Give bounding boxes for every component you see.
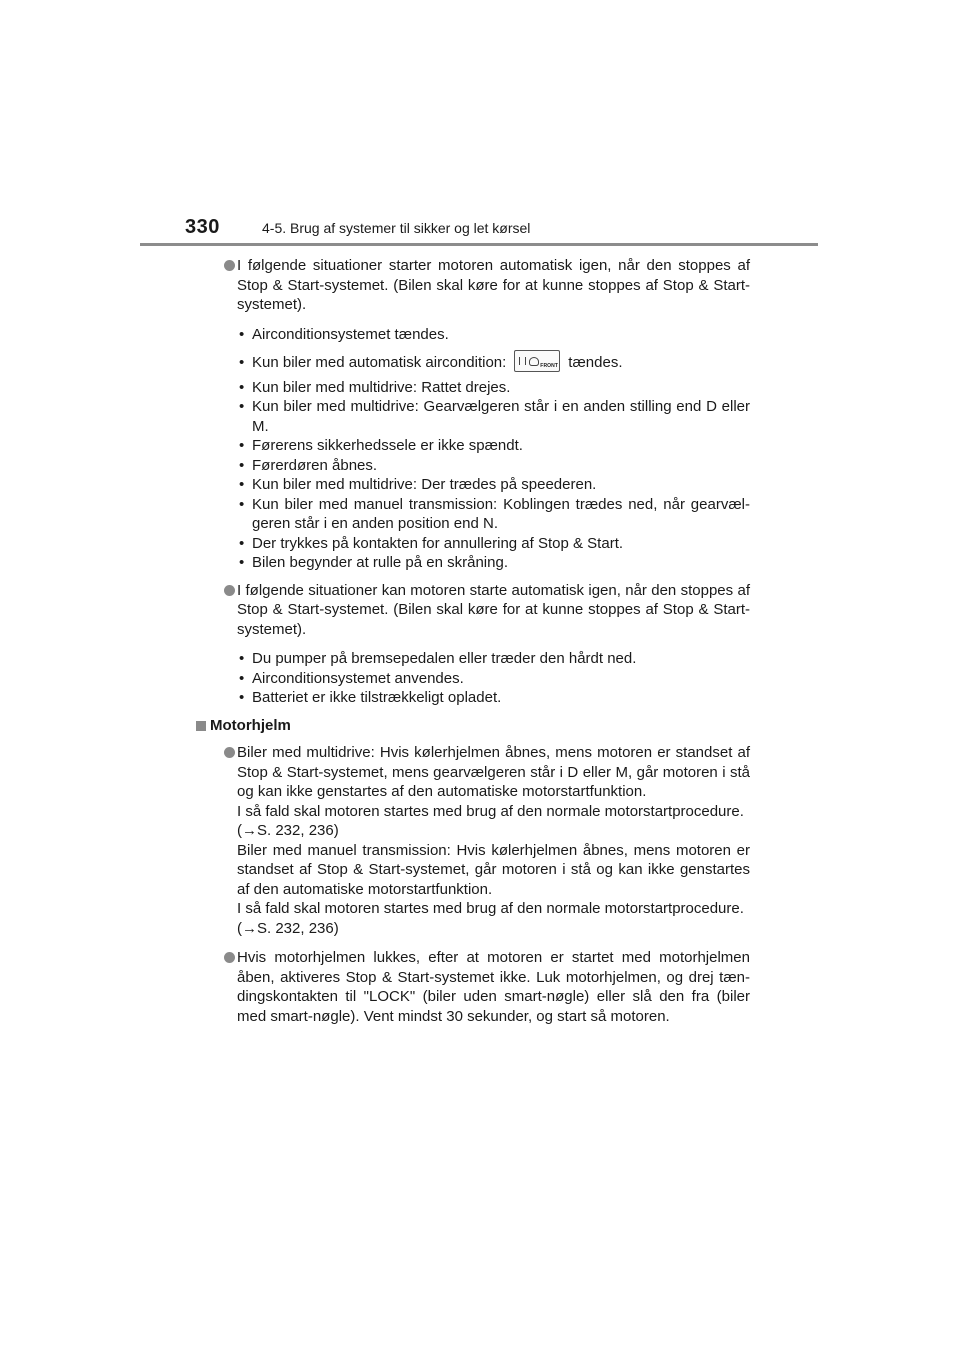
page-content [210,256,750,1036]
possible-restart-paragraph [210,581,750,640]
list-item: • Førerdøren åbnes. [239,456,378,474]
header-divider [140,243,818,246]
paragraph-text: I så fald skal motoren startes med brug af den normale motorstartprocedure. [237,900,744,917]
list-item: • Batteriet er ikke tilstrækkeligt opladet. [239,689,502,706]
possible-restart-list [210,649,750,708]
round-bullet-icon [224,747,235,758]
front-defroster-icon: FRONT [514,350,560,372]
paragraph-text: I følgende situationer starter motoren automatisk igen, når den stoppes af Stop & Start-systemet. (Bilen skal køre for at kunne stoppes af Stop & Start-systemet). [237,257,750,313]
list-item: • Du pumper på bremsepedalen eller træder den hårdt ned. [239,650,637,667]
list-item: • Airconditionsystemet anvendes. [239,669,464,687]
list-item: • Bilen begynder at rulle på en skråning. [239,554,508,571]
round-bullet-icon [224,585,235,596]
paragraph-text: Hvis motorhjelmen lukkes, efter at motoren er startet med motorhjelmen åben, aktiveres Stop & Start-systemet ikke. Luk motorhjelmen, og drej tæn-dingskontakten til "LOCK" (biler uden smart-nøgle) eller slå den fra (biler med smart-nøgle). Vent mindst 30 sekunder, og start så motoren. [237,949,750,1025]
paragraph-text: Biler med multidrive: Hvis kølerhjelmen åbnes, mens motoren er standset af Stop & Start-systemet, mens gearvælgeren står i D eller M, går motoren i stå og kan ikke genstartes af den automatiske motorstartfunktion. [237,744,750,800]
page-number: 330 [185,216,220,238]
round-bullet-icon [224,952,235,963]
restart-conditions-paragraph [210,256,750,315]
section-heading-motorhjelm: Motorhjelm [196,716,750,736]
round-bullet-icon [224,260,235,271]
list-item: • Førerens sikkerhedssele er ikke spændt. [239,437,523,454]
list-item: • Kun biler med multidrive: Der trædes på speederen. [239,476,597,493]
list-item: • Airconditionsystemet tændes. [239,325,449,343]
list-item: • Der trykkes på kontakten for annullering af Stop & Start. [239,534,624,552]
section-title: 4-5. Brug af systemer til sikker og let kørsel [262,220,531,236]
list-item: • Kun biler med multidrive: Rattet drejes. [239,378,511,396]
restart-conditions-list [210,325,750,573]
hood-multidrive-paragraph [210,743,750,938]
paragraph-text: I følgende situationer kan motoren starte automatisk igen, når den stoppes af Stop & Start-systemet. (Bilen skal køre for at kunne stoppes af Stop & Start-systemet). [237,581,750,638]
page-reference: (→S. 232, 236) [237,919,339,937]
paragraph-text: I så fald skal motoren startes med brug af den normale motorstartprocedure. [237,802,744,820]
list-item: • Kun biler med manuel transmission: Koblingen trædes ned, når gearvæl-geren står i en anden position end N. [239,495,750,532]
list-item: • Kun biler med multidrive: Gearvælgeren står i en anden stilling end D eller M. [239,398,750,435]
paragraph-text: Biler med manuel transmission: Hvis kølerhjelmen åbnes, mens motoren er standset af Stop & Start-systemet, går motoren i stå og kan ikke genstartes af den automatiske motorstartfunktion. [237,841,750,898]
hood-close-paragraph [210,948,750,1026]
page-reference: (→S. 232, 236) [237,822,339,839]
list-item: • Kun biler med automatisk aircondition: FRONT tændes. [237,353,750,373]
square-bullet-icon [196,721,206,731]
